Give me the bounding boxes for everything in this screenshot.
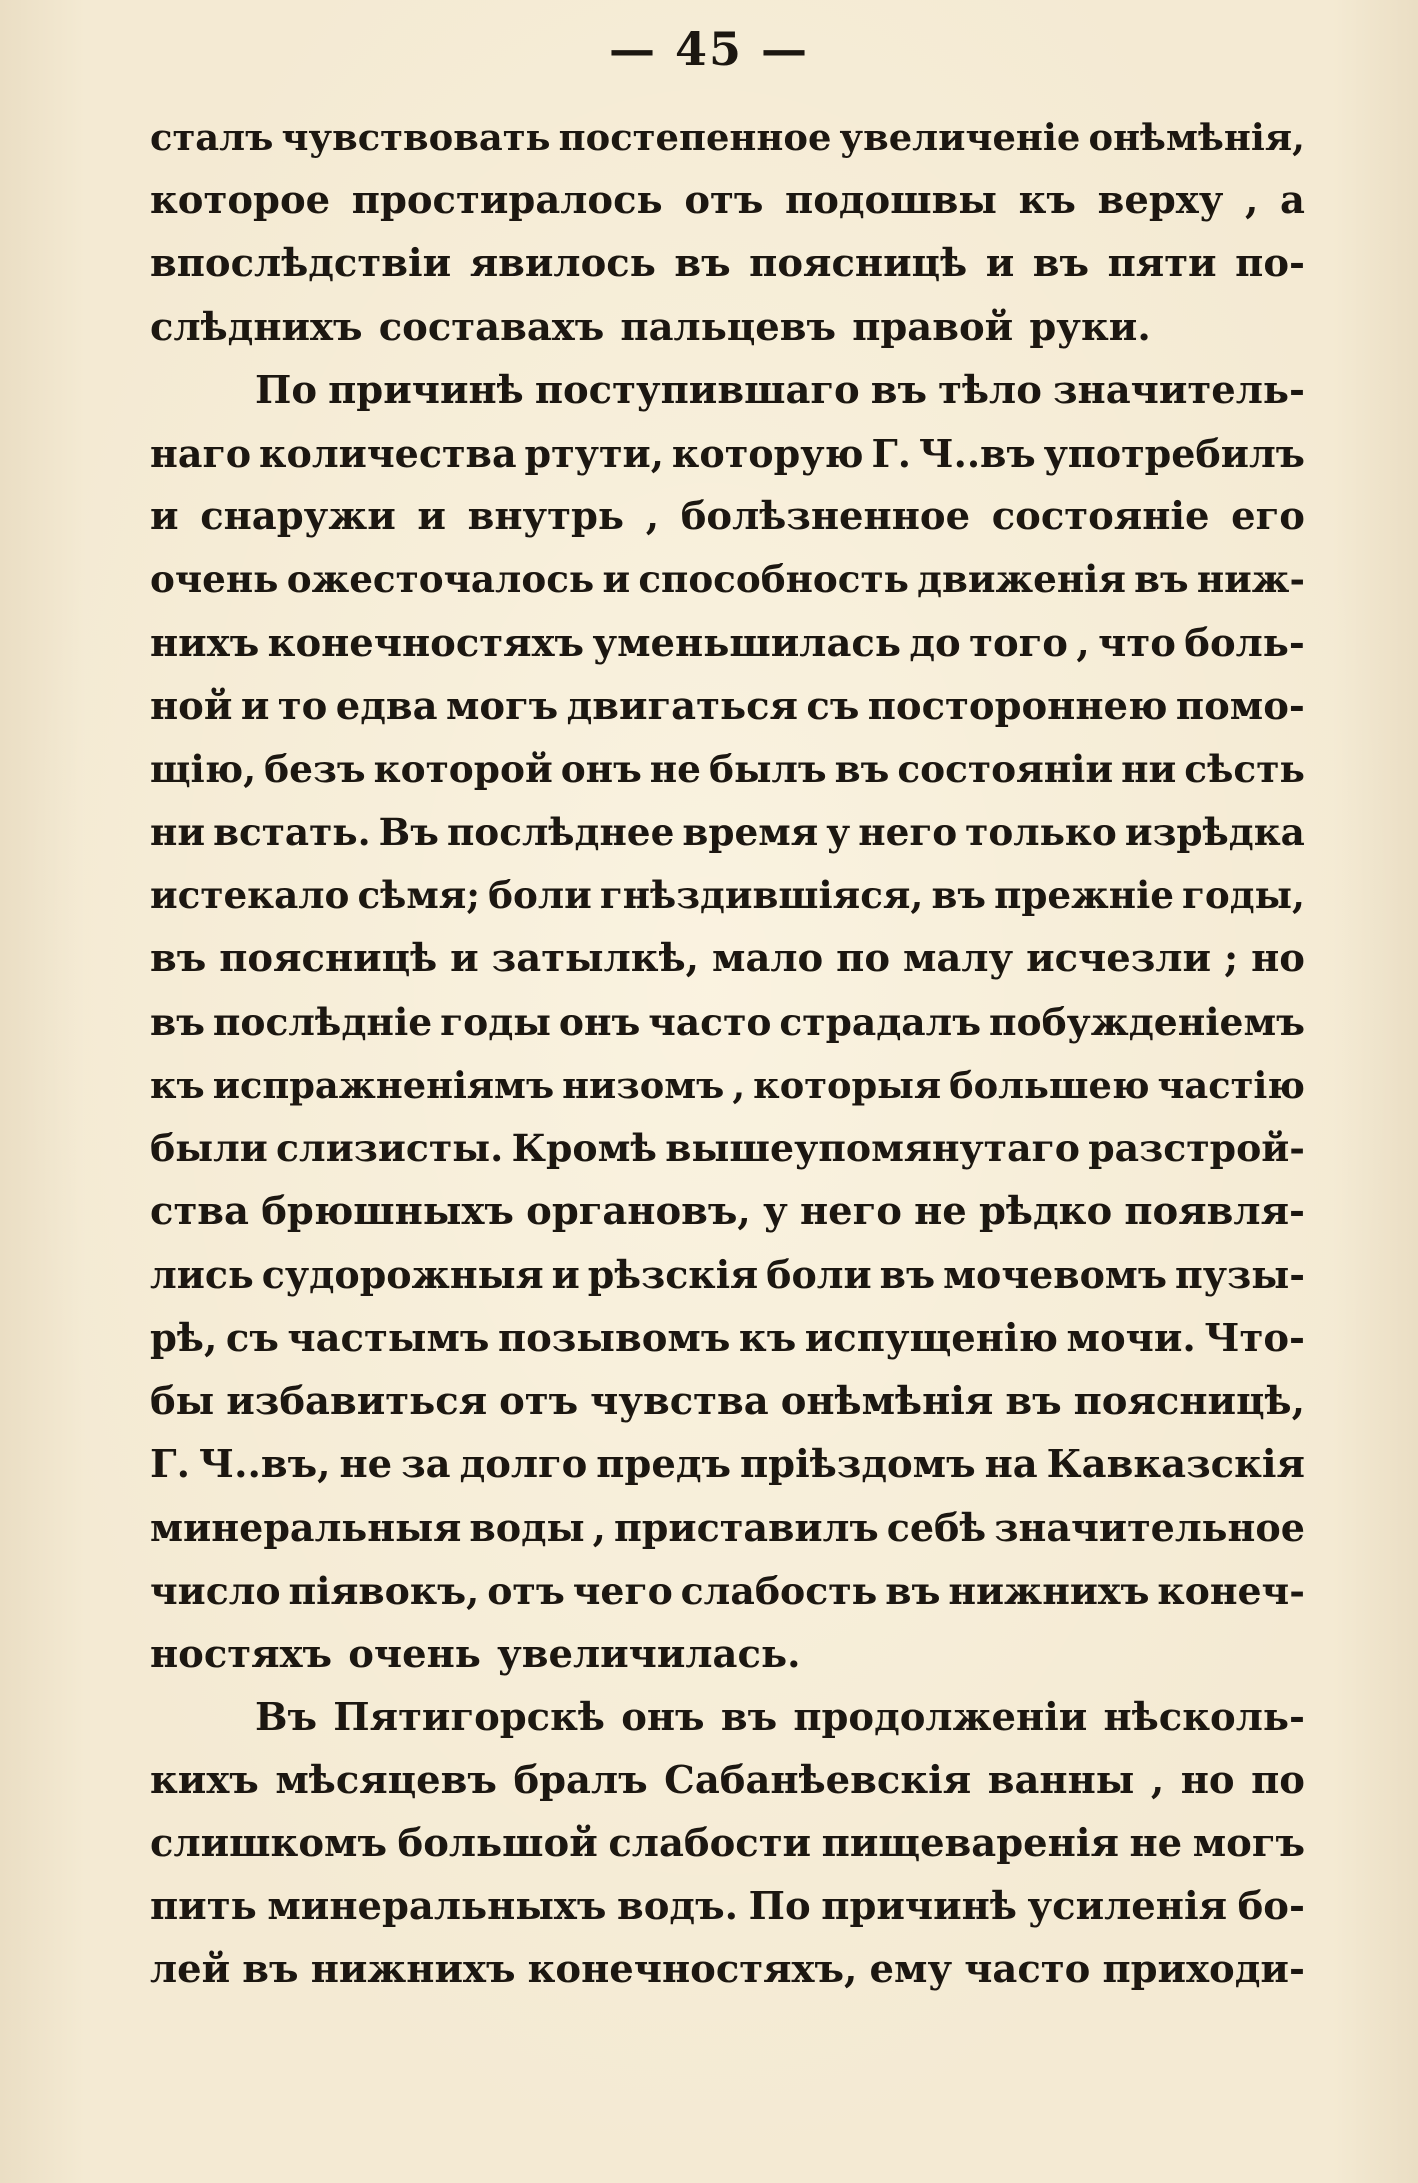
word: съ [225, 1315, 279, 1361]
word: испражненіямъ [212, 1063, 555, 1107]
word: значитель- [1052, 367, 1305, 413]
text-line [150, 1433, 1305, 1496]
word: страдалъ [779, 999, 982, 1044]
word: исчезли [1026, 936, 1212, 982]
word: гнѣздившіяся, [599, 873, 924, 918]
page-number: — 45 — [608, 22, 810, 76]
word: слѣднихъ [150, 304, 363, 350]
word: въ [150, 936, 207, 982]
text-line [150, 359, 1305, 422]
word: время [682, 810, 819, 855]
word: онъ [560, 746, 642, 791]
word: лей [150, 1947, 231, 1993]
word: низомъ [562, 1063, 725, 1107]
word: , [1150, 1757, 1165, 1803]
word: внутрь [467, 494, 625, 540]
text-line [150, 548, 1305, 611]
word: сѣсть [1184, 746, 1305, 791]
word: онъ [558, 999, 641, 1044]
word: позывомъ [497, 1315, 731, 1361]
word: и [150, 494, 179, 540]
word: ожесточалось [286, 557, 595, 602]
word: нижнихъ [948, 1568, 1150, 1614]
word: наго [150, 430, 252, 476]
word: нихъ [150, 620, 260, 666]
word: не [339, 1441, 393, 1487]
word: усиленія [1027, 1884, 1228, 1930]
word: слизисты. [276, 1126, 504, 1170]
word: уменьшилась [592, 620, 901, 666]
word: поясницѣ [219, 936, 438, 982]
word: былъ [708, 746, 827, 791]
text-line [150, 801, 1305, 864]
word: сѣмя; [357, 873, 481, 918]
text-line [150, 864, 1305, 927]
word: простиралось [351, 178, 663, 224]
word: которой [373, 746, 553, 791]
word: значительное [994, 1505, 1305, 1551]
word: бы [150, 1378, 215, 1424]
word: ной [150, 683, 233, 729]
word: въ [1032, 241, 1090, 287]
word: на [984, 1441, 1038, 1487]
word: и [551, 1252, 580, 1298]
word: пищеваренія [821, 1821, 1119, 1867]
text-line [150, 1243, 1305, 1306]
word: слабость [680, 1568, 878, 1614]
word: но [1180, 1757, 1235, 1803]
word: число [150, 1568, 281, 1614]
word: которыя [753, 1063, 942, 1107]
word: увеличеніе [839, 115, 1081, 159]
word: брюшныхъ [261, 1189, 514, 1235]
word: въ [931, 873, 986, 918]
word: Сабанѣевскія [664, 1757, 972, 1803]
word: которую [671, 430, 864, 476]
word: отъ [684, 178, 764, 224]
word: Ч..въ, [198, 1441, 331, 1487]
word: него [858, 810, 958, 855]
word: но [1251, 936, 1305, 982]
text-line [150, 1559, 1305, 1622]
word: мочи. [1066, 1315, 1196, 1361]
word: бо- [1237, 1884, 1305, 1930]
word: отъ [487, 1568, 565, 1614]
word: послѣдніе [212, 999, 433, 1044]
word: составахъ [378, 304, 605, 350]
word: могъ [1192, 1821, 1305, 1867]
word: до [909, 620, 961, 666]
word: съ [806, 683, 860, 729]
word: нѣсколь- [1103, 1694, 1305, 1740]
word: ства [150, 1189, 249, 1235]
word: побужденіемъ [988, 999, 1305, 1044]
word: появля- [1124, 1189, 1305, 1235]
word: ему [869, 1947, 953, 1993]
text-line [150, 738, 1305, 801]
word: боль- [1184, 620, 1305, 666]
word: послѣднее [446, 810, 675, 855]
word: а [1280, 178, 1305, 224]
word: правой [852, 304, 1014, 350]
word: слишкомъ [150, 1821, 387, 1867]
word: чувствовать [281, 115, 551, 159]
word: онъ [621, 1694, 705, 1740]
word: прежніе [994, 873, 1174, 918]
word: состояніи [897, 746, 1114, 791]
word: не [649, 746, 702, 791]
text-line [150, 1180, 1305, 1243]
word: рѣ, [150, 1315, 218, 1361]
text-line [150, 296, 1305, 359]
text-line [150, 1623, 1305, 1686]
word: постепенное [558, 115, 832, 159]
word: пальцевъ [620, 304, 837, 350]
text-line [150, 675, 1305, 738]
word: испущенію [804, 1315, 1059, 1361]
word: Что- [1204, 1315, 1305, 1361]
text-line [150, 106, 1305, 169]
text-line [150, 232, 1305, 295]
word: чувства [590, 1378, 769, 1424]
word: въ [1005, 1378, 1062, 1424]
text-line [150, 1370, 1305, 1433]
word: поясницѣ, [1073, 1378, 1305, 1424]
word: Г. [871, 430, 911, 476]
word: , [592, 1505, 606, 1551]
word: въ [674, 241, 731, 287]
word: онѣмѣнія, [1088, 115, 1305, 159]
word: безъ [264, 746, 366, 791]
word: конечностяхъ, [527, 1947, 858, 1993]
word: и [985, 241, 1015, 287]
word: избавиться [226, 1378, 488, 1424]
word: часто [964, 1947, 1091, 1993]
word: судорожныя [261, 1252, 544, 1298]
word: подошвы [785, 178, 997, 224]
word: изрѣдка [1124, 810, 1305, 855]
word: боли [766, 1252, 872, 1298]
word: движенія [917, 557, 1126, 602]
text-line [150, 927, 1305, 990]
word: въ [834, 746, 890, 791]
text-line [150, 169, 1305, 232]
word: Кромѣ [511, 1126, 657, 1170]
word: , [1244, 178, 1259, 224]
word: малу [902, 936, 1014, 982]
word: причинѣ [821, 1884, 1017, 1930]
word: въ [870, 367, 928, 413]
word: ниж- [1196, 557, 1305, 602]
word: мѣсяцевъ [275, 1757, 497, 1803]
word: разстрой- [1088, 1126, 1305, 1170]
word: и [240, 683, 270, 729]
word: отъ [499, 1378, 579, 1424]
word: встать. [213, 810, 371, 855]
text-line [150, 1812, 1305, 1875]
word: онѣмѣнія [780, 1378, 994, 1424]
word: не [914, 1189, 967, 1235]
word: количества [259, 430, 517, 476]
word: долго [459, 1441, 588, 1487]
word: большею [949, 1063, 1150, 1107]
word: пить [150, 1884, 257, 1930]
word: истекало [150, 873, 350, 918]
word: болѣзненное [680, 494, 971, 540]
word: по- [1235, 241, 1305, 287]
text-line [150, 485, 1305, 548]
word: , [645, 494, 660, 540]
word: , [1076, 620, 1090, 666]
word: ртути, [524, 430, 664, 476]
word: и [417, 494, 446, 540]
word: въ [879, 1252, 936, 1298]
word: едва [335, 683, 438, 729]
word: нижнихъ [310, 1947, 516, 1993]
word: и [602, 557, 631, 602]
word: предъ [596, 1441, 732, 1487]
word: не [1129, 1821, 1183, 1867]
text-line [150, 1875, 1305, 1938]
word: постороннею [867, 683, 1168, 729]
word: что [1098, 620, 1176, 666]
word: Ч..въ [918, 430, 1036, 476]
word: бралъ [513, 1757, 648, 1803]
body-text [150, 106, 1305, 2002]
word: пяти [1107, 241, 1217, 287]
word: Въ [378, 810, 439, 855]
word: , [732, 1063, 746, 1107]
word: того [969, 620, 1068, 666]
word: за [401, 1441, 451, 1487]
word: приходи- [1102, 1947, 1305, 1993]
word: ни [150, 810, 206, 855]
text-line [150, 1938, 1305, 2001]
text-line [150, 422, 1305, 485]
word: кихъ [150, 1757, 259, 1803]
word: по [836, 936, 891, 982]
word: верху [1097, 178, 1224, 224]
word: которое [150, 178, 331, 224]
word: поясницѣ [749, 241, 968, 287]
word: въ [242, 1947, 299, 1993]
word: могъ [445, 683, 559, 729]
word: затылкѣ, [491, 936, 700, 982]
word: конечностяхъ [267, 620, 585, 666]
word: щію, [150, 746, 257, 791]
word: очень [150, 557, 279, 602]
word: піявокъ, [288, 1568, 480, 1614]
word: ; [1223, 936, 1239, 982]
word: Пятигорскѣ [333, 1694, 605, 1740]
word: очень [348, 1631, 481, 1677]
word: состояніе [991, 494, 1210, 540]
word: часто [648, 999, 772, 1044]
word: въ [150, 999, 205, 1044]
word: у [826, 810, 851, 855]
word: него [799, 1189, 902, 1235]
text-line [150, 1307, 1305, 1370]
word: въ [720, 1694, 778, 1740]
word: рѣзскія [587, 1252, 759, 1298]
word: въ [1134, 557, 1189, 602]
word: употребилъ [1043, 430, 1305, 476]
word: у [763, 1189, 788, 1235]
text-line [150, 1749, 1305, 1812]
word: боли [488, 873, 592, 918]
word: впослѣдствіи [150, 241, 452, 287]
word: причинѣ [328, 367, 524, 413]
text-line [150, 1686, 1305, 1749]
word: годы, [1182, 873, 1305, 918]
word: снаружи [200, 494, 396, 540]
word: себѣ [886, 1505, 987, 1551]
word: то [277, 683, 328, 729]
text-line [150, 991, 1305, 1054]
word: рѣдко [979, 1189, 1113, 1235]
word: пузы- [1174, 1252, 1305, 1298]
word: только [965, 810, 1117, 855]
word: вышеупомянутаго [665, 1126, 1080, 1170]
word: ванны [987, 1757, 1135, 1803]
word: явилось [469, 241, 656, 287]
word: увеличилась. [497, 1631, 801, 1677]
word: частымъ [287, 1315, 490, 1361]
word: помо- [1175, 683, 1305, 729]
word: къ [150, 1063, 205, 1107]
word: Въ [255, 1694, 318, 1740]
word: чего [572, 1568, 673, 1614]
word: къ [1018, 178, 1076, 224]
word: Г. [150, 1441, 190, 1487]
word: По [255, 367, 318, 413]
word: ни [1121, 746, 1177, 791]
word: лись [150, 1252, 254, 1298]
word: воды [469, 1505, 585, 1551]
word: годы [440, 999, 551, 1044]
word: минеральныхъ [267, 1884, 607, 1930]
word: поступившаго [534, 367, 860, 413]
word: ностяхъ [150, 1631, 333, 1677]
word: руки. [1029, 304, 1151, 350]
word: продолженіи [793, 1694, 1088, 1740]
text-line [150, 612, 1305, 675]
word: слабости [608, 1821, 812, 1867]
word: мочевомъ [943, 1252, 1167, 1298]
word: способность [638, 557, 909, 602]
word: приставилъ [613, 1505, 879, 1551]
text-line [150, 1496, 1305, 1559]
word: По [748, 1884, 811, 1930]
text-line [150, 1117, 1305, 1180]
word: Кавказскія [1046, 1441, 1305, 1487]
word: большой [397, 1821, 598, 1867]
word: тѣло [938, 367, 1042, 413]
word: конеч- [1157, 1568, 1305, 1614]
word: сталъ [150, 115, 274, 159]
word: его [1231, 494, 1305, 540]
word: были [150, 1126, 268, 1170]
text-line [150, 1054, 1305, 1117]
word: къ [738, 1315, 797, 1361]
word: мало [712, 936, 824, 982]
word: органовъ, [526, 1189, 751, 1235]
word: въ [885, 1568, 941, 1614]
word: частію [1157, 1063, 1305, 1107]
word: по [1251, 1757, 1305, 1803]
word: и [450, 936, 479, 982]
word: пріѣздомъ [739, 1441, 976, 1487]
word: двигаться [566, 683, 798, 729]
word: водъ. [617, 1884, 739, 1930]
word: минеральныя [150, 1505, 462, 1551]
